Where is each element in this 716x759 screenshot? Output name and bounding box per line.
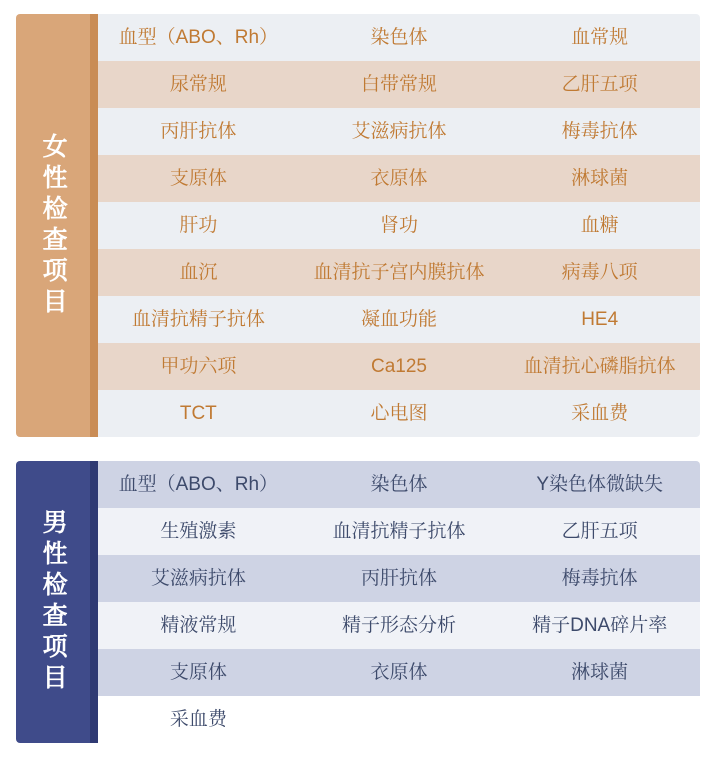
exam-item: 衣原体 <box>370 167 428 189</box>
exam-item: 乙肝五项 <box>561 73 638 95</box>
male-block-label <box>16 461 90 743</box>
exam-item: 凝血功能 <box>361 308 438 330</box>
exam-item: 病毒八项 <box>561 261 638 283</box>
table-row <box>98 602 700 649</box>
exam-item: 乙肝五项 <box>561 520 638 542</box>
exam-item: 血型（ABO、Rh） <box>118 473 279 495</box>
exam-item: 血常规 <box>571 26 629 48</box>
exam-item: 白带常规 <box>361 73 438 95</box>
exam-item: 支原体 <box>169 167 227 189</box>
exam-item: HE4 <box>581 308 619 330</box>
exam-item: 淋球菌 <box>571 167 629 189</box>
exam-item: 艾滋病抗体 <box>351 120 447 142</box>
table-row <box>98 296 700 343</box>
exam-item: 心电图 <box>370 402 428 424</box>
exam-item: 艾滋病抗体 <box>150 567 246 589</box>
table-row <box>98 108 700 155</box>
male-block-accent-bar <box>90 461 98 743</box>
exam-item: 精液常规 <box>160 614 237 636</box>
table-row <box>98 461 700 508</box>
exam-item: 肝功 <box>179 214 218 236</box>
female-block-label <box>16 14 90 437</box>
exam-item: 尿常规 <box>169 73 227 95</box>
table-row <box>98 249 700 296</box>
exam-item: 血清抗心磷脂抗体 <box>523 355 676 377</box>
exam-item: Ca125 <box>371 355 427 377</box>
exam-item: 采血费 <box>169 708 227 730</box>
male-exam-rows <box>98 461 700 743</box>
exam-item: 血清抗精子抗体 <box>332 520 466 542</box>
exam-item: 丙肝抗体 <box>160 120 237 142</box>
male-exam-block <box>16 461 700 743</box>
exam-item: 采血费 <box>571 402 629 424</box>
female-block-accent-bar <box>90 14 98 437</box>
exam-item: 染色体 <box>370 26 428 48</box>
table-row <box>98 390 700 437</box>
exam-item: 肾功 <box>380 214 419 236</box>
table-row <box>98 155 700 202</box>
exam-item: Y染色体微缺失 <box>536 473 664 495</box>
table-row <box>98 508 700 555</box>
table-row <box>98 696 700 743</box>
exam-item: 衣原体 <box>370 661 428 683</box>
exam-item: 血糖 <box>580 214 619 236</box>
table-row <box>98 343 700 390</box>
exam-item: 淋球菌 <box>571 661 629 683</box>
female-exam-rows <box>98 14 700 437</box>
exam-item: 染色体 <box>370 473 428 495</box>
table-row <box>98 555 700 602</box>
exam-item: 支原体 <box>169 661 227 683</box>
exam-items-page <box>0 14 716 759</box>
exam-item: 精子形态分析 <box>342 614 457 636</box>
exam-item: 丙肝抗体 <box>361 567 438 589</box>
exam-item: 生殖激素 <box>160 520 237 542</box>
table-row <box>98 649 700 696</box>
exam-item: 精子DNA碎片率 <box>532 614 668 636</box>
female-exam-block <box>16 14 700 437</box>
exam-item: 梅毒抗体 <box>561 567 638 589</box>
exam-item: 血型（ABO、Rh） <box>118 26 279 48</box>
exam-item: 梅毒抗体 <box>561 120 638 142</box>
exam-item: TCT <box>179 402 217 424</box>
exam-item: 血清抗子宫内膜抗体 <box>313 261 485 283</box>
table-row <box>98 202 700 249</box>
table-row <box>98 14 700 61</box>
female-block-label-text: 女性检查项目 <box>39 132 68 319</box>
exam-item: 血清抗精子抗体 <box>131 308 265 330</box>
exam-item: 血沉 <box>179 261 218 283</box>
male-block-label-text: 男性检查项目 <box>39 509 68 695</box>
table-row <box>98 61 700 108</box>
exam-item: 甲功六项 <box>160 355 237 377</box>
